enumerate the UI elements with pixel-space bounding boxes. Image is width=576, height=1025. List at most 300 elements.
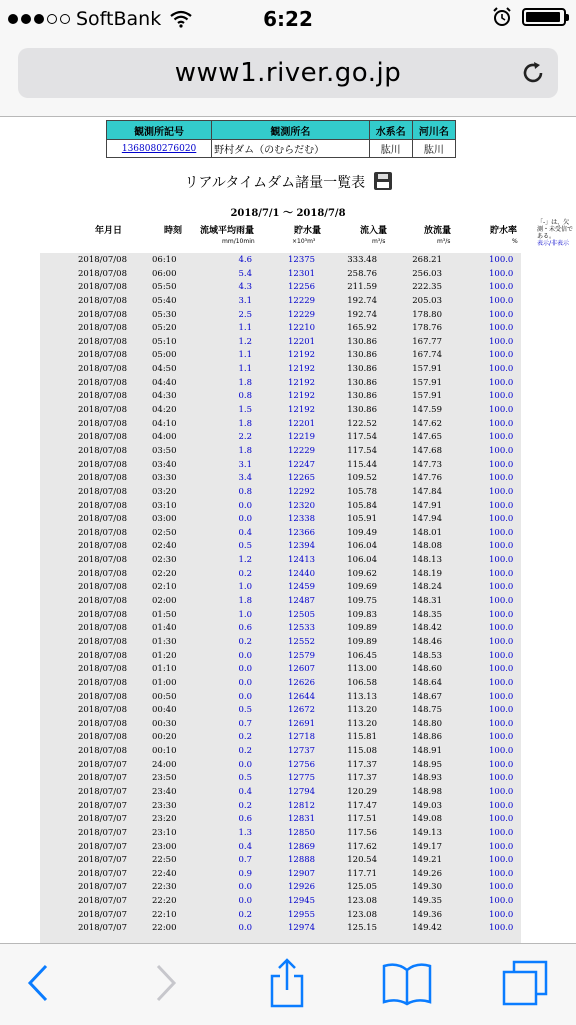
cell-storage-rate: 100.0	[489, 418, 514, 429]
station-header: 観測所名	[212, 121, 369, 140]
table-row	[0, 390, 576, 404]
cell-date: 2018/07/08	[78, 432, 127, 443]
cell-rainfall: 0.8	[238, 486, 252, 497]
cell-storage-rate: 100.0	[489, 295, 514, 306]
cell-storage-rate: 100.0	[489, 323, 514, 334]
station-code-link[interactable]: 1368080276020	[107, 140, 212, 158]
cell-outflow: 148.08	[412, 541, 442, 552]
cell-storage: 12201	[288, 336, 316, 347]
table-row	[0, 663, 576, 677]
cell-rainfall: 4.3	[238, 282, 252, 293]
cell-time: 02:30	[152, 555, 177, 566]
cell-inflow: 109.69	[347, 582, 377, 593]
cell-time: 04:50	[152, 364, 177, 375]
cell-rainfall: 3.1	[238, 459, 252, 470]
table-row	[0, 922, 576, 936]
share-icon[interactable]	[262, 958, 312, 1008]
cell-date: 2018/07/07	[78, 786, 127, 797]
cell-storage: 12869	[288, 841, 316, 852]
cell-rainfall: 0.0	[238, 514, 252, 525]
table-row	[0, 759, 576, 773]
cell-rainfall: 0.0	[238, 691, 252, 702]
cell-date: 2018/07/08	[78, 418, 127, 429]
cell-storage: 12338	[288, 514, 316, 525]
cell-storage: 12775	[288, 773, 316, 784]
cell-outflow: 147.76	[412, 473, 442, 484]
cell-inflow: 258.76	[347, 268, 377, 279]
cell-storage-rate: 100.0	[489, 896, 514, 907]
station-header: 観測所記号	[107, 121, 212, 140]
table-row	[0, 772, 576, 786]
cell-outflow: 148.95	[412, 759, 442, 770]
cell-storage: 12579	[288, 650, 316, 661]
cell-outflow: 148.53	[412, 650, 442, 661]
table-row	[0, 841, 576, 855]
cell-rainfall: 0.7	[238, 718, 252, 729]
cell-time: 01:30	[152, 636, 177, 647]
cell-storage: 12375	[288, 255, 316, 265]
cell-time: 03:50	[152, 445, 177, 456]
table-row	[0, 677, 576, 691]
cell-outflow: 148.24	[412, 582, 442, 593]
cell-outflow: 157.91	[412, 364, 442, 375]
cell-storage-rate: 100.0	[489, 705, 514, 716]
cell-inflow: 192.74	[347, 309, 377, 320]
cell-outflow: 148.13	[412, 555, 442, 566]
tabs-icon[interactable]	[500, 958, 550, 1008]
cell-outflow: 148.01	[412, 527, 442, 538]
cell-outflow: 167.74	[412, 350, 442, 361]
cell-outflow: 147.65	[412, 432, 442, 443]
cell-storage: 12292	[288, 486, 316, 497]
cell-time: 03:40	[152, 459, 177, 470]
cell-time: 22:00	[152, 923, 177, 934]
cell-date: 2018/07/08	[78, 691, 127, 702]
cell-inflow: 117.62	[347, 841, 377, 852]
column-header-storage-rate: 貯水率	[490, 226, 518, 236]
cell-time: 00:30	[152, 718, 177, 729]
table-row	[0, 595, 576, 609]
cell-inflow: 125.05	[347, 882, 377, 893]
cell-storage: 12607	[288, 664, 316, 675]
cell-outflow: 147.59	[412, 405, 442, 416]
cell-storage-rate: 100.0	[489, 445, 514, 456]
cell-inflow: 105.91	[347, 514, 377, 525]
cell-outflow: 148.93	[412, 773, 442, 784]
cell-date: 2018/07/08	[78, 541, 127, 552]
cell-time: 22:30	[152, 882, 177, 893]
cell-storage-rate: 100.0	[489, 623, 514, 634]
cell-inflow: 115.44	[347, 459, 377, 470]
cell-date: 2018/07/07	[78, 800, 127, 811]
cell-storage-rate: 100.0	[489, 282, 514, 293]
table-row	[0, 322, 576, 336]
cell-outflow: 148.98	[412, 786, 442, 797]
cell-storage: 12265	[288, 473, 316, 484]
cell-outflow: 147.73	[412, 459, 442, 470]
cell-rainfall: 0.2	[238, 909, 252, 920]
cell-rainfall: 0.2	[238, 732, 252, 743]
cell-time: 01:10	[152, 664, 177, 675]
cell-storage-rate: 100.0	[489, 609, 514, 620]
cell-date: 2018/07/08	[78, 364, 127, 375]
cell-time: 23:50	[152, 773, 177, 784]
reload-icon[interactable]	[518, 58, 548, 88]
column-header-time: 時刻	[164, 226, 183, 236]
cell-time: 02:10	[152, 582, 177, 593]
station-header: 水系名	[369, 121, 412, 140]
cell-storage: 12366	[288, 527, 316, 538]
cell-outflow: 148.67	[412, 691, 442, 702]
cell-inflow: 130.86	[347, 336, 377, 347]
cell-storage-rate: 100.0	[489, 868, 514, 879]
table-row	[0, 691, 576, 705]
cell-storage: 12459	[288, 582, 316, 593]
cell-storage-rate: 100.0	[489, 677, 514, 688]
carrier-name: SoftBank	[76, 8, 162, 30]
cell-storage-rate: 100.0	[489, 923, 514, 934]
cell-date: 2018/07/08	[78, 391, 127, 402]
cell-storage: 12718	[288, 732, 316, 743]
cell-outflow: 147.68	[412, 445, 442, 456]
table-row	[0, 704, 576, 718]
cell-time: 03:30	[152, 473, 177, 484]
table-row	[0, 377, 576, 391]
cell-storage: 12440	[288, 568, 316, 579]
browser-address-area	[0, 38, 576, 117]
cell-inflow: 105.78	[347, 486, 377, 497]
cell-storage-rate: 100.0	[489, 309, 514, 320]
cell-time: 22:50	[152, 855, 177, 866]
cell-inflow: 122.52	[347, 418, 377, 429]
cell-inflow: 109.83	[347, 609, 377, 620]
table-row	[0, 895, 576, 909]
cell-storage: 12192	[288, 364, 316, 375]
cell-inflow: 130.86	[347, 364, 377, 375]
cell-inflow: 120.54	[347, 855, 377, 866]
cell-storage: 12219	[288, 432, 316, 443]
table-row	[0, 486, 576, 500]
cell-inflow: 117.54	[347, 445, 377, 456]
table-row	[0, 854, 576, 868]
cell-time: 05:10	[152, 336, 177, 347]
cell-inflow: 109.89	[347, 636, 377, 647]
cell-outflow: 148.35	[412, 609, 442, 620]
cell-rainfall: 0.4	[238, 527, 252, 538]
cell-date: 2018/07/08	[78, 705, 127, 716]
cell-date: 2018/07/07	[78, 923, 127, 934]
cell-storage-rate: 100.0	[489, 814, 514, 825]
status-bar	[0, 0, 576, 38]
cell-inflow: 117.56	[347, 827, 377, 838]
cell-storage: 12737	[288, 746, 316, 757]
cell-storage-rate: 100.0	[489, 391, 514, 402]
river-name: 肱川	[412, 140, 455, 158]
cell-rainfall: 0.2	[238, 568, 252, 579]
cell-storage: 12210	[288, 323, 316, 334]
table-row	[0, 554, 576, 568]
cell-time: 23:30	[152, 800, 177, 811]
station-info-table	[106, 120, 456, 158]
cell-storage-rate: 100.0	[489, 527, 514, 538]
table-row	[0, 431, 576, 445]
cell-storage: 12533	[288, 623, 316, 634]
cell-storage: 12945	[288, 896, 316, 907]
cell-time: 02:20	[152, 568, 177, 579]
cell-date: 2018/07/08	[78, 609, 127, 620]
cell-storage-rate: 100.0	[489, 759, 514, 770]
cell-rainfall: 0.0	[238, 896, 252, 907]
cell-rainfall: 0.0	[238, 650, 252, 661]
cell-time: 00:50	[152, 691, 177, 702]
forward-icon[interactable]	[140, 958, 190, 1008]
cell-storage: 12756	[288, 759, 316, 770]
cell-inflow: 106.04	[347, 555, 377, 566]
table-row	[0, 500, 576, 514]
cell-inflow: 106.58	[347, 677, 377, 688]
cell-outflow: 157.91	[412, 391, 442, 402]
cell-rainfall: 1.8	[238, 418, 252, 429]
cell-date: 2018/07/07	[78, 759, 127, 770]
cell-time: 03:20	[152, 486, 177, 497]
cell-date: 2018/07/08	[78, 336, 127, 347]
cell-inflow: 117.54	[347, 432, 377, 443]
cell-rainfall: 1.1	[238, 364, 252, 375]
cell-storage-rate: 100.0	[489, 486, 514, 497]
cell-inflow: 109.49	[347, 527, 377, 538]
cell-storage: 12247	[288, 459, 316, 470]
column-header-inflow: 流入量	[360, 226, 388, 236]
cell-rainfall: 1.2	[238, 555, 252, 566]
cell-date: 2018/07/07	[78, 855, 127, 866]
cell-outflow: 149.13	[412, 827, 442, 838]
back-icon[interactable]	[14, 958, 64, 1008]
cell-rainfall: 0.5	[238, 541, 252, 552]
cell-outflow: 147.91	[412, 500, 442, 511]
cell-inflow: 117.37	[347, 759, 377, 770]
cell-date: 2018/07/07	[78, 882, 127, 893]
bookmarks-icon[interactable]	[382, 958, 432, 1008]
cell-date: 2018/07/08	[78, 527, 127, 538]
cell-outflow: 268.21	[412, 255, 442, 265]
cell-date: 2018/07/08	[78, 596, 127, 607]
cell-outflow: 149.17	[412, 841, 442, 852]
cell-rainfall: 1.1	[238, 350, 252, 361]
cell-inflow: 117.47	[347, 800, 377, 811]
cell-rainfall: 0.5	[238, 773, 252, 784]
table-row	[0, 745, 576, 759]
cell-date: 2018/07/08	[78, 268, 127, 279]
cell-rainfall: 0.6	[238, 814, 252, 825]
cell-storage: 12413	[288, 555, 316, 566]
table-row	[0, 254, 576, 268]
table-row	[0, 445, 576, 459]
cell-outflow: 205.03	[412, 295, 442, 306]
page-title	[0, 172, 576, 192]
cell-date: 2018/07/08	[78, 309, 127, 320]
cell-storage-rate: 100.0	[489, 773, 514, 784]
column-header-outflow: 放流量	[424, 226, 452, 236]
cell-rainfall: 0.2	[238, 746, 252, 757]
cell-outflow: 167.77	[412, 336, 442, 347]
cell-date: 2018/07/08	[78, 445, 127, 456]
page-title-text: リアルタイムダム諸量一覧表	[184, 175, 366, 191]
table-row	[0, 404, 576, 418]
cell-storage-rate: 100.0	[489, 636, 514, 647]
table-row	[0, 731, 576, 745]
cell-inflow: 115.08	[347, 746, 377, 757]
table-row	[0, 650, 576, 664]
cell-storage: 12794	[288, 786, 316, 797]
cell-time: 23:20	[152, 814, 177, 825]
table-row	[0, 636, 576, 650]
cell-time: 05:30	[152, 309, 177, 320]
unit-inflow: m³/s	[372, 238, 386, 245]
cell-storage: 12974	[288, 923, 316, 934]
cell-outflow: 148.46	[412, 636, 442, 647]
cell-storage-rate: 100.0	[489, 350, 514, 361]
cell-inflow: 115.81	[347, 732, 377, 743]
cell-date: 2018/07/07	[78, 868, 127, 879]
cell-inflow: 109.75	[347, 596, 377, 607]
cell-date: 2018/07/07	[78, 896, 127, 907]
cell-outflow: 148.19	[412, 568, 442, 579]
cell-date: 2018/07/08	[78, 377, 127, 388]
cell-storage-rate: 100.0	[489, 718, 514, 729]
table-row	[0, 800, 576, 814]
cell-time: 05:40	[152, 295, 177, 306]
table-row	[0, 540, 576, 554]
cell-outflow: 148.42	[412, 623, 442, 634]
table-row	[0, 513, 576, 527]
cell-storage-rate: 100.0	[489, 855, 514, 866]
cell-rainfall: 0.7	[238, 855, 252, 866]
cell-storage: 12192	[288, 405, 316, 416]
cell-date: 2018/07/08	[78, 568, 127, 579]
cell-storage: 12505	[288, 609, 316, 620]
cell-inflow: 113.20	[347, 718, 377, 729]
cell-storage: 12487	[288, 596, 316, 607]
cell-storage: 12626	[288, 677, 316, 688]
cell-inflow: 192.74	[347, 295, 377, 306]
url-text[interactable]: www1.river.go.jp	[174, 58, 402, 88]
cell-storage: 12691	[288, 718, 316, 729]
cell-time: 02:00	[152, 596, 177, 607]
cell-outflow: 149.08	[412, 814, 442, 825]
cell-storage-rate: 100.0	[489, 909, 514, 920]
cell-date: 2018/07/08	[78, 650, 127, 661]
cell-time: 00:20	[152, 732, 177, 743]
cell-storage: 12812	[288, 800, 316, 811]
cell-date: 2018/07/08	[78, 405, 127, 416]
cell-date: 2018/07/08	[78, 350, 127, 361]
cell-date: 2018/07/08	[78, 459, 127, 470]
cell-time: 23:00	[152, 841, 177, 852]
cell-date: 2018/07/08	[78, 677, 127, 688]
cell-time: 00:40	[152, 705, 177, 716]
data-table	[0, 254, 576, 936]
cell-time: 03:10	[152, 500, 177, 511]
cell-storage-rate: 100.0	[489, 786, 514, 797]
cell-storage: 12955	[288, 909, 316, 920]
cell-date: 2018/07/08	[78, 555, 127, 566]
address-bar[interactable]	[18, 48, 558, 98]
cell-time: 06:00	[152, 268, 177, 279]
alarm-clock-icon	[492, 7, 512, 27]
cell-inflow: 120.29	[347, 786, 377, 797]
cell-date: 2018/07/08	[78, 623, 127, 634]
cell-inflow: 106.45	[347, 650, 377, 661]
column-header-rainfall: 流域平均雨量	[200, 226, 255, 236]
cell-storage: 12926	[288, 882, 316, 893]
cell-storage-rate: 100.0	[489, 405, 514, 416]
column-header-storage: 貯水量	[294, 226, 322, 236]
cell-storage: 12229	[288, 445, 316, 456]
cell-storage: 12888	[288, 855, 316, 866]
cell-time: 06:10	[152, 255, 177, 265]
save-disk-icon[interactable]	[374, 172, 392, 190]
cell-outflow: 149.21	[412, 855, 442, 866]
cell-rainfall: 1.2	[238, 336, 252, 347]
cell-storage-rate: 100.0	[489, 541, 514, 552]
table-row	[0, 281, 576, 295]
table-row	[0, 581, 576, 595]
cell-inflow: 125.15	[347, 923, 377, 934]
cell-rainfall: 0.5	[238, 705, 252, 716]
cell-date: 2018/07/08	[78, 486, 127, 497]
cell-time: 04:40	[152, 377, 177, 388]
cell-inflow: 109.62	[347, 568, 377, 579]
table-row	[0, 609, 576, 623]
cell-rainfall: 5.4	[238, 268, 252, 279]
cell-time: 05:50	[152, 282, 177, 293]
cell-outflow: 157.91	[412, 377, 442, 388]
cell-inflow: 106.04	[347, 541, 377, 552]
cell-outflow: 148.64	[412, 677, 442, 688]
cell-storage: 12301	[288, 268, 316, 279]
cell-storage-rate: 100.0	[489, 255, 514, 265]
cell-rainfall: 0.0	[238, 677, 252, 688]
cell-rainfall: 1.1	[238, 323, 252, 334]
cell-inflow: 123.08	[347, 896, 377, 907]
cell-time: 24:00	[152, 759, 177, 770]
cell-storage-rate: 100.0	[489, 555, 514, 566]
cell-inflow: 333.48	[347, 255, 377, 265]
cell-storage-rate: 100.0	[489, 827, 514, 838]
cell-storage-rate: 100.0	[489, 500, 514, 511]
cell-rainfall: 0.4	[238, 786, 252, 797]
cell-time: 02:50	[152, 527, 177, 538]
cell-rainfall: 0.2	[238, 636, 252, 647]
station-header: 河川名	[412, 121, 455, 140]
cell-time: 00:10	[152, 746, 177, 757]
table-row	[0, 827, 576, 841]
cell-storage-rate: 100.0	[489, 841, 514, 852]
cell-inflow: 109.52	[347, 473, 377, 484]
station-name: 野村ダム（のむらだむ）	[212, 140, 369, 158]
cell-inflow: 113.00	[347, 664, 377, 675]
cell-time: 01:20	[152, 650, 177, 661]
cell-rainfall: 1.8	[238, 445, 252, 456]
unit-storage-rate: %	[512, 238, 518, 245]
toggle-display-link[interactable]: 表示/非表示	[537, 240, 570, 247]
cell-outflow: 149.03	[412, 800, 442, 811]
cell-inflow: 123.08	[347, 909, 377, 920]
cell-date: 2018/07/08	[78, 295, 127, 306]
cell-rainfall: 3.1	[238, 295, 252, 306]
cell-storage-rate: 100.0	[489, 664, 514, 675]
cell-rainfall: 0.0	[238, 882, 252, 893]
